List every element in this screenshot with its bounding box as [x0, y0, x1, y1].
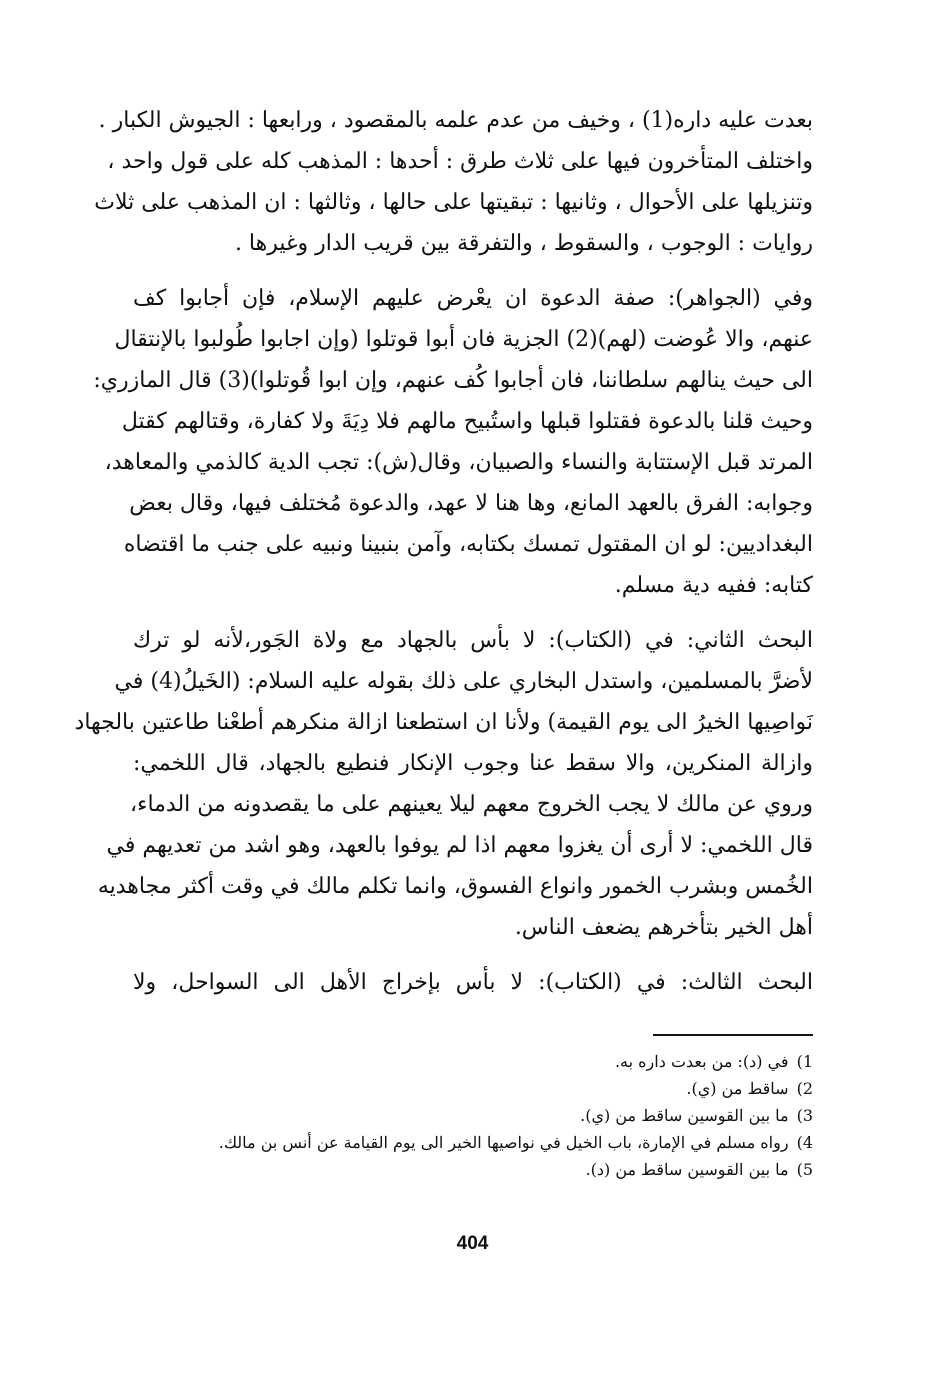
text-line: البحث الثالث: في (الكتاب): لا بأس بإخراج الأهل الى السواحل، ولا — [133, 970, 813, 995]
footnote-number: 5) — [796, 1160, 813, 1179]
footnote-item — [113, 1129, 813, 1156]
text-line: لأضرَّ بالمسلمين، واستدل البخاري على ذلك بقوله عليه السلام: (الخَيلُ(4) في — [114, 669, 813, 694]
footnote-divider — [653, 1034, 813, 1036]
text-line: عنهم، والا عُوضت (لهم)(2) الجزية فان أبوا قوتلوا (وإن اجابوا طُولبوا بالإنتقال — [114, 327, 813, 352]
page-number: 404 — [456, 1233, 489, 1254]
text-line: أهل الخير بتأخرهم يضعف الناس. — [514, 915, 813, 940]
text-line: واختلف المتأخرون فيها على ثلاث طرق : أحدها : المذهب كله على قول واحد ، — [107, 149, 813, 174]
text-line: بعدت عليه داره(1) ، وخيف من عدم علمه بالمقصود ، ورابعها : الجيوش الكبار . — [98, 108, 813, 133]
text-line: وفي (الجواهر): صفة الدعوة ان يعْرض عليهم الإسلام، فإن أجابوا كف — [133, 286, 813, 311]
paragraph-3 — [74, 620, 813, 948]
footnote-number: 3) — [796, 1106, 813, 1125]
main-text — [74, 100, 813, 1017]
footnote-text: في (د): من بعدت داره به. — [614, 1052, 789, 1071]
paragraph-1 — [94, 100, 813, 264]
text-line: وازالة المنكرين، والا سقط عنا وجوب الإنكار فنطيع بالجهاد، قال اللخمي: — [133, 751, 813, 776]
footnote-text: ما بين القوسين ساقط من (د). — [585, 1160, 789, 1179]
text-line: المرتد قبل الإستتابة والنساء والصبيان، وقال(ش): تجب الدية كالذمي والمعاهد، — [104, 450, 813, 475]
text-line: قال اللخمي: لا أرى أن يغزوا معهم اذا لم يوفوا بالعهد، وهو اشد من تعديهم في — [106, 833, 813, 858]
footnote-item — [113, 1156, 813, 1183]
text-line: روايات : الوجوب ، والسقوط ، والتفرقة بين قريب الدار وغيرها . — [234, 231, 813, 256]
footnote-item — [113, 1075, 813, 1102]
text-line: وحيث قلنا بالدعوة فقتلوا قبلها واستُبيح مالهم فلا دِيَةَ ولا كفارة، وقتالهم كقتل — [121, 409, 813, 434]
text-line: وروي عن مالك لا يجب الخروج معهم ليلا يعينهم على ما يقصدونه من الدماء، — [130, 792, 813, 817]
footnote-text: ما بين القوسين ساقط من (ي). — [580, 1106, 789, 1125]
footnote-number: 4) — [796, 1133, 813, 1152]
footnote-number: 1) — [796, 1052, 813, 1071]
text-line: وتنزيلها على الأحوال ، وثانيها : تبقيتها على حالها ، وثالثها : ان المذهب على ثلاث — [94, 190, 813, 215]
footnote-item — [113, 1102, 813, 1129]
footnotes — [113, 1048, 813, 1183]
text-line: الخُمس وبشرب الخمور وانواع الفسوق، وانما تكلم مالك في وقت أكثر مجاهديه — [97, 874, 813, 899]
paragraph-4 — [133, 962, 813, 1003]
text-line: البحث الثاني: في (الكتاب): لا بأس بالجهاد مع ولاة الجَور،لأنه لو ترك — [133, 628, 813, 653]
paragraph-2 — [93, 278, 813, 606]
text-line: كتابه: ففيه دية مسلم. — [614, 573, 813, 598]
text-line: الى حيث ينالهم سلطاننا، فان أجابوا كُف عنهم، وإن ابوا قُوتلوا)(3) قال المازري: — [93, 368, 813, 393]
text-line: نَواصِيها الخيرُ الى يوم القيمة) ولأنا ان استطعنا ازالة منكرهم أطعْنا طاعتين بالجهاد — [74, 710, 813, 735]
text-line: البغداديين: لو ان المقتول تمسك بكتابه، وآمن بنبينا ونبيه على جنب ما اقتضاه — [123, 532, 813, 557]
text-line: وجوابه: الفرق بالعهد المانع، وها هنا لا عهد، والدعوة مُختلف فيها، وقال بعض — [129, 491, 813, 516]
footnote-text: ساقط من (ي). — [686, 1079, 789, 1098]
footnote-number: 2) — [796, 1079, 813, 1098]
footnote-text: رواه مسلم في الإمارة، باب الخيل في نواصيها الخير الى يوم القيامة عن أنس بن مالك. — [218, 1133, 789, 1152]
footnote-item — [113, 1048, 813, 1075]
